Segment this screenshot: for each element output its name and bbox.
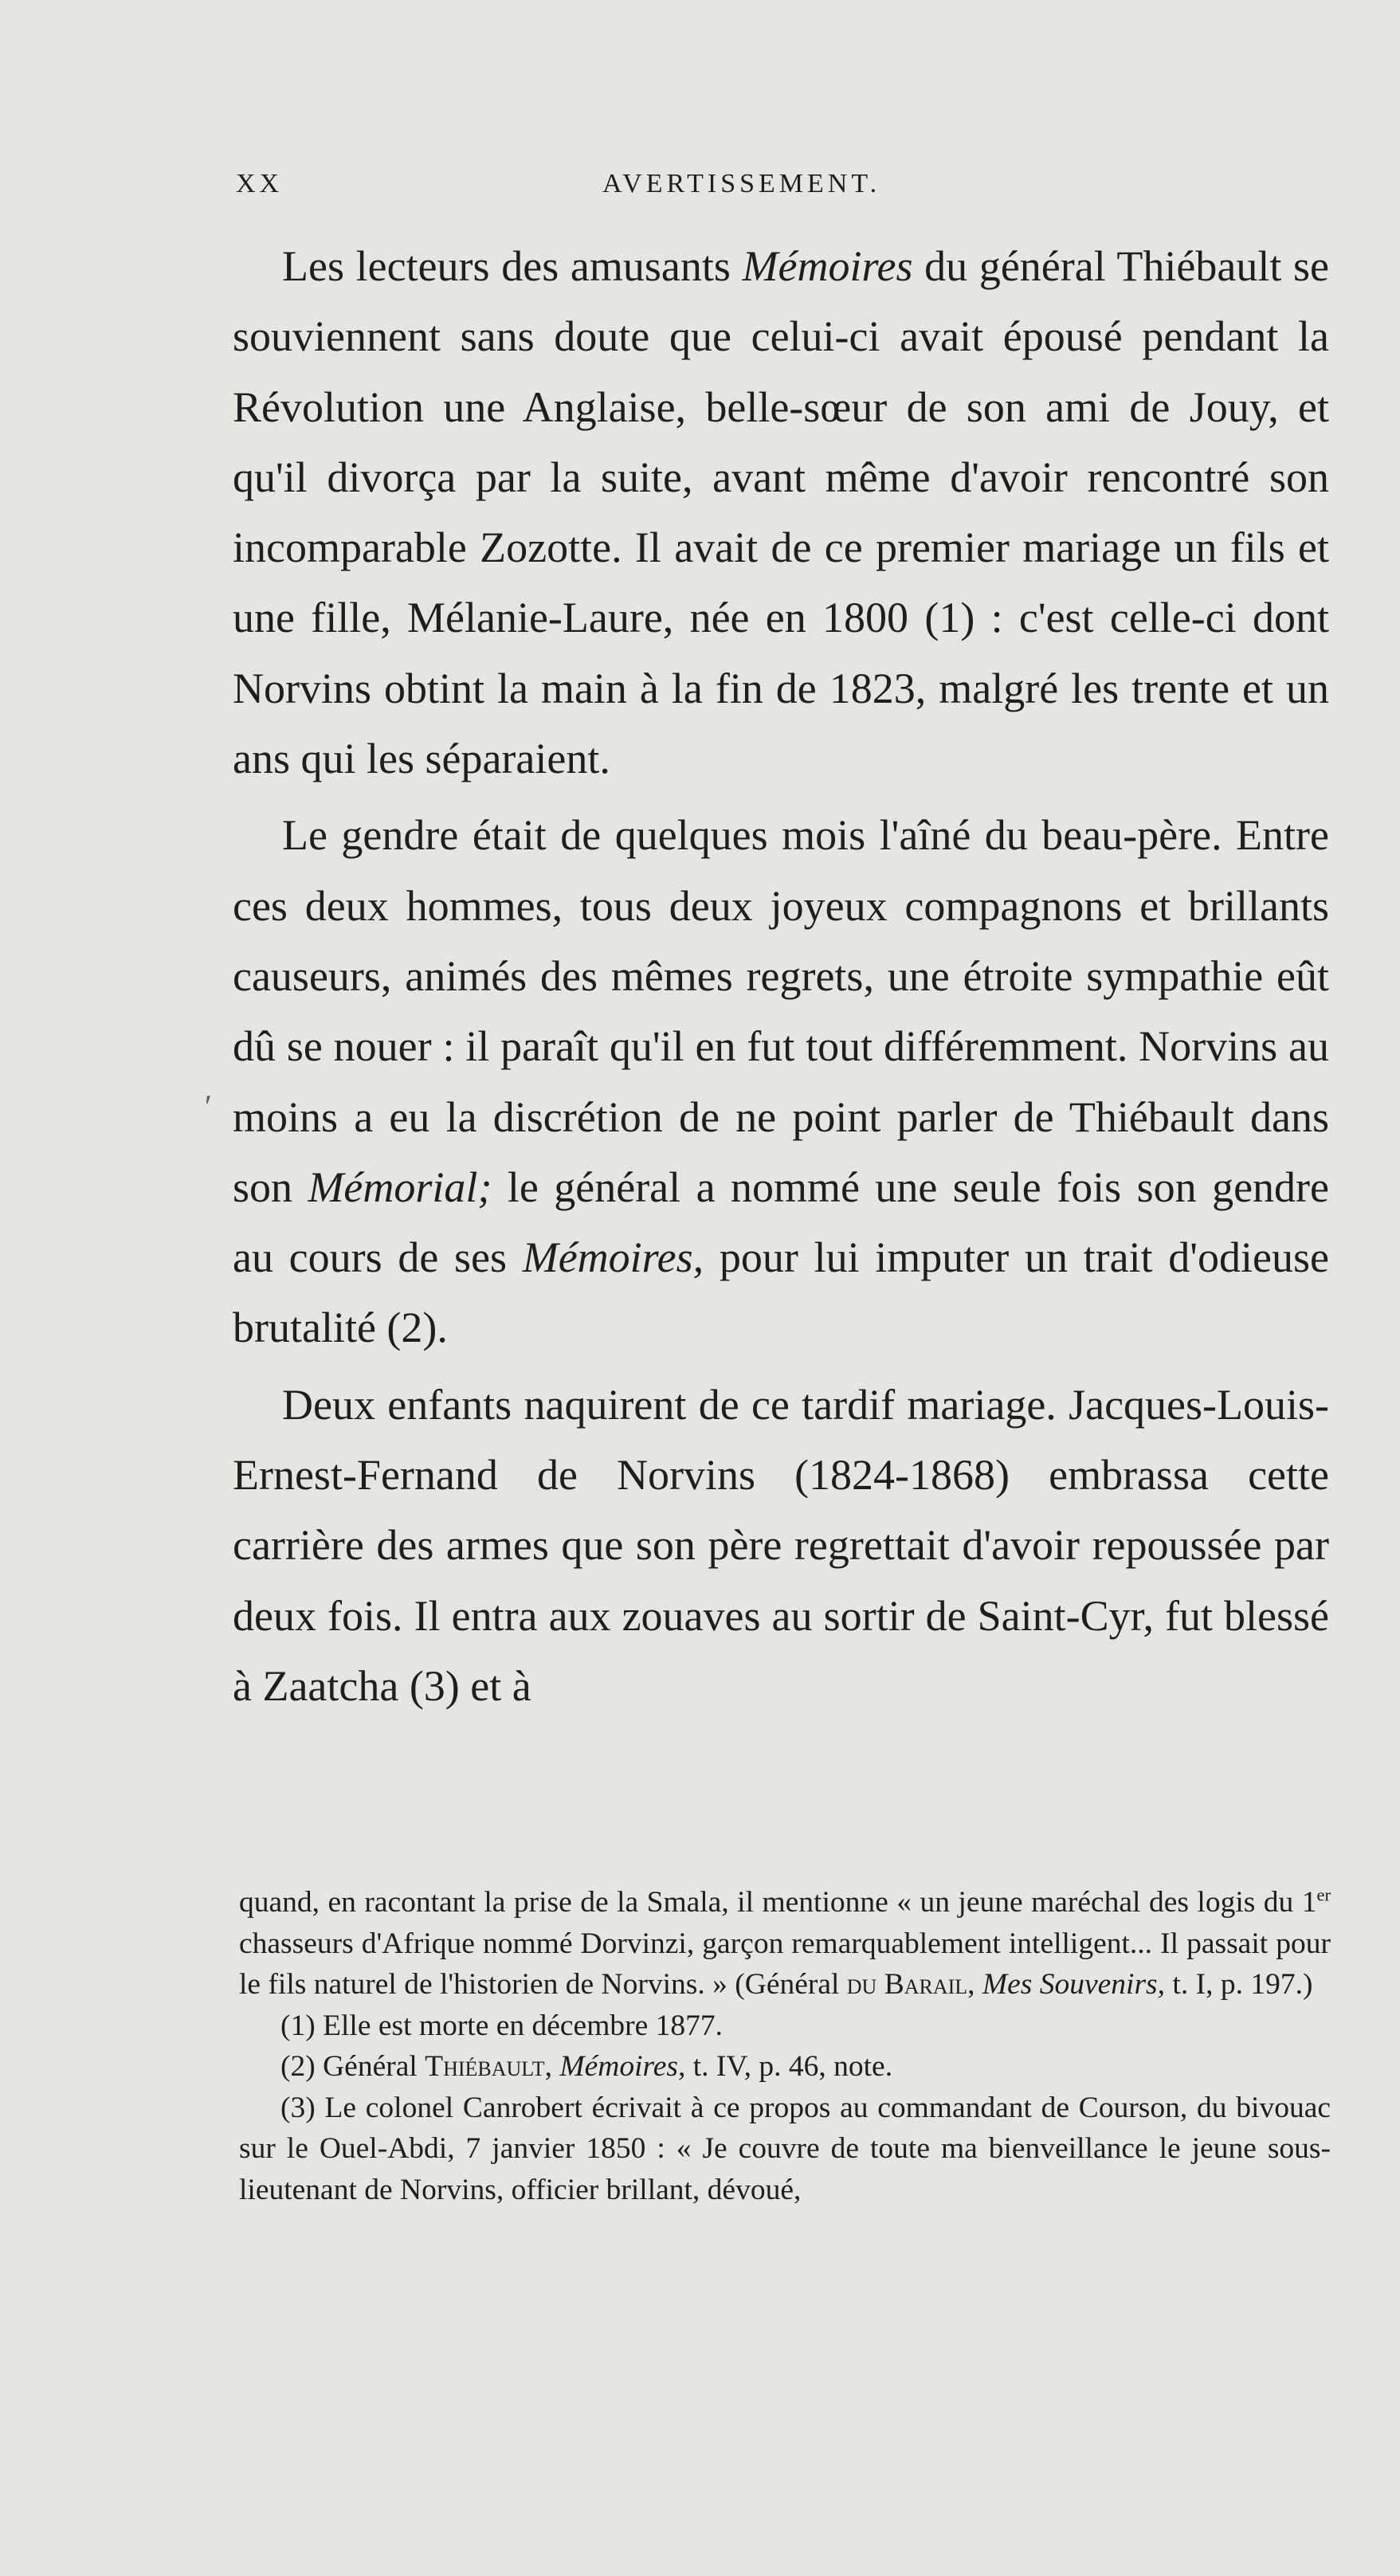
author-name: Thiébault, xyxy=(425,2050,553,2083)
footnote-1: (1) Elle est morte en décembre 1877. xyxy=(280,2009,723,2042)
margin-mark: ′ xyxy=(205,1088,212,1124)
paragraph-1 xyxy=(233,231,1329,794)
paragraph-2 xyxy=(233,800,1329,1362)
paragraph-2-text-c: pour lui imputer un trait d'odieuse brutalité (2). xyxy=(233,1233,1329,1352)
paragraph-2-text-b: le général a nommé une seule fois son gendre au cours de ses xyxy=(233,1163,1329,1282)
paragraph-1-text-b: du général Thiébault se souviennent sans doute que celui-ci avait épousé pendant la Révolution une Anglaise, belle-sœur de son ami de Jouy, et qu'il divorça par la suite, avant même d'avoir rencontré son incomparable Zozotte. Il avait de ce premier mariage un fils et une fille, Mélanie-Laure, née en 1800 (1) : c'est celle-ci dont Norvins obtint la main à la fin de 1823, malgré les trente et un ans qui les séparaient. xyxy=(233,242,1330,783)
superscript: er xyxy=(1316,1884,1331,1905)
page-number: XX xyxy=(236,169,284,198)
running-title: AVERTISSEMENT. xyxy=(602,169,881,198)
footnote-2-text-b: t. IV, p. 46, note. xyxy=(685,2050,893,2083)
footnote-3: (3) Le colonel Canrobert écrivait à ce propos au commandant de Courson, du bivouac sur le Ouel-Abdi, 7 janvier 1850 : « Je couvre de toute ma bienveillance le jeune sous-lieutenant de Norvins, officier brillant, dévoué, xyxy=(239,2091,1331,2206)
paragraph-1-italic: Mémoires xyxy=(742,242,913,290)
paragraph-3: Deux enfants naquirent de ce tardif mariage. Jacques-Louis-Ernest-Fernand de Norvins (1824-1868) embrassa cette carrière des armes que son père regrettait d'avoir repoussée par deux fois. Il entra aux zouaves au sortir de Saint-Cyr, fut blessé à Zaatcha (3) et à xyxy=(233,1380,1329,1710)
main-text xyxy=(233,231,1329,1721)
footnotes xyxy=(239,1882,1331,2210)
running-head xyxy=(236,169,1329,209)
footnote-continuation-text-b: chasseurs d'Afrique nommé Dorvinzi, garçon remarquablement intelligent... Il passait pour le fils naturel de l'historien de Norvins. » (Général xyxy=(239,1927,1331,2001)
paragraph-2-text-a: Le gendre était de quelques mois l'aîné du beau-père. Entre ces deux hommes, tous deux joyeux compagnons et brillants causeurs, animés des mêmes regrets, une étroite sympathie eût dû se nouer : il paraît qu'il en fut tout différemment. Norvins au moins a eu la discrétion de ne point parler de Thiébault dans son xyxy=(233,811,1329,1211)
footnote-continuation-text-a: quand, en racontant la prise de la Smala, il mentionne « un jeune maréchal des logis du 1 xyxy=(239,1886,1317,1919)
footnote-2 xyxy=(239,2046,1331,2088)
work-title: Mes Souvenirs, xyxy=(982,1968,1166,2001)
footnote-continuation xyxy=(239,1882,1331,2006)
work-title: Mémoires, xyxy=(559,2050,686,2083)
paragraph-1-text-a: Les lecteurs des amusants xyxy=(282,242,743,290)
paragraph-2-italic-b: Mémoires, xyxy=(522,1233,704,1282)
footnote-continuation-text-c: t. I, p. 197.) xyxy=(1165,1968,1313,2001)
paragraph-2-italic-a: Mémorial; xyxy=(308,1163,492,1211)
author-name: du Barail, xyxy=(846,1968,975,2001)
footnote-2-text-a: (2) Général xyxy=(280,2050,425,2083)
